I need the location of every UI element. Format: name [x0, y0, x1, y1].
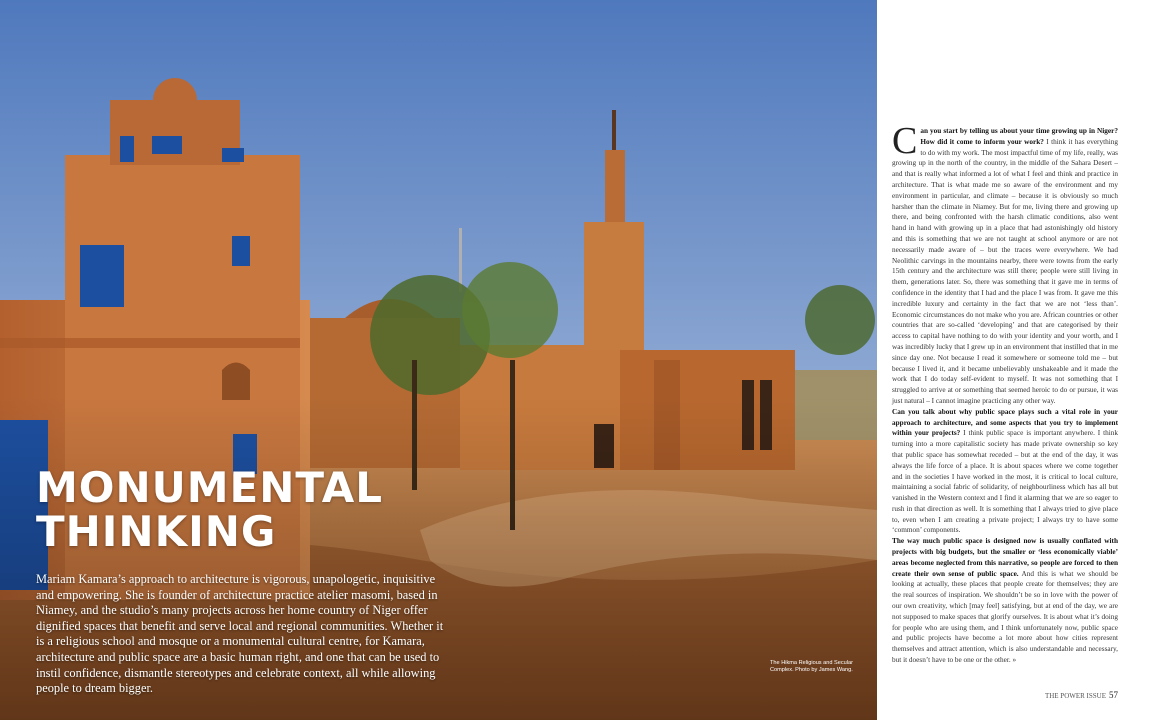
page-number: 57 — [1109, 690, 1118, 700]
headline-line-1: MONUMENTAL — [36, 463, 384, 512]
headline-line-2: THINKING — [36, 507, 277, 556]
question-2: Can you talk about why public space plays such a vital role in your approach to architecture, and some aspects that you try to implement within your projects? — [892, 407, 1118, 438]
question-1: an you start by telling us about your time growing up in Niger? How did it come to inform your work? — [920, 127, 1118, 146]
headline — [36, 463, 384, 556]
paragraph-3 — [892, 536, 1118, 666]
standfirst: Mariam Kamara’s approach to architecture is vigorous, unapologetic, inquisitive and empowering. She is founder of architecture practice atelier masomi, based in Niamey, and the studio’s many projects across her home country of Niger offer dignified spaces that benefit and serve local and regional communities. Whether it is a religious school and mosque or a monumental cultural centre, for Kamara, architecture and public space are a basic human right, and one that can be used to instil confidence, dismantle stereotypes and celebrate context, all while allowing people to dream bigger. — [36, 572, 444, 696]
paragraph-1 — [892, 120, 1118, 407]
drop-cap: C — [892, 120, 918, 162]
photo-caption: The Hikma Religious and Secular Complex. Photo by James Wang. — [770, 660, 854, 673]
paragraph-2 — [892, 407, 1118, 537]
answer-2: I think public space is important anywhere. I think turning into a more capitalistic society has made private ownership so key that public space has somewhat receded – but at the end of the day, it was always the life force of a place. It is about spaces where we come together and in the societies I have worked in the most, it is critical to local culture, maintaining a social fabric of solidarity, of neighbourliness which has all but vanished in the Western context and I find it alarming that we are so eager to rush in that direction as well. It is something that I always tried to give place to, even when I am creating a private project; I always try to have some ‘common’ components. — [892, 429, 1118, 535]
folio — [1045, 690, 1118, 700]
answer-3: And this is what we should be looking at actually, these places that people create for themselves; they are the real sources of inspiration. We shouldn’t be so in love with the power of our own creativity, which [may feel] satisfying, but at end of the day, we are not supposed to make spaces that glorify ourselves. It is about what it’s doing for people who are using them, and I think unfortunately now, public space and public projects have become a lot more about how cities represent themselves and attract attention, which is also understandable and necessary, but it doesn’t have to be one or the other. » — [892, 569, 1118, 665]
issue-name: THE POWER ISSUE — [1044, 692, 1106, 700]
answer-1: I think it has everything to do with my work. The most impactful time of my life, really, was growing up in the north of the country, in the middle of the Sahara Desert – and that is really what informed a lot of what I feel and think and practice in architecture. That is what made me so aware of the environment and my environment in particular, and climate – because it is obviously so much harsher than the climate in Niamey. But for me, living there and growing up there, and being confronted with the harsh climatic conditions, also went hand in hand with growing up in a place that had astonishingly old history and this is something that we are not taught at school anymore or are not necessarily made aware of – but the traces were everywhere. We had Neolithic carvings in the mountains nearby, there were towns from the early 15th century and the architecture was still there; people were still living in them, generations later. So, there was something that it gave me in terms of confidence in the identity that I had and the place I was from. It gave me this incredible luxury and certainty in the fact that we are not ‘less than’. Economic circumstances do not make who you are. African countries or other countries that are so-called ‘developing’ and that are categorised by their access to capital have nothing to do with your identity and your worth, and I was incredibly lucky that I grew up in an environment that instilled that in me since day one. Not because I read it somewhere or someone told me – but because I lived it, and it became unbelievably unshakeable and it made the work that I do today self-evident to myself. It was not something that I struggled to arrive at or something that seemed heroic to do or pursue, it was just natural – I cannot imagine practicing any other way. — [892, 137, 1118, 405]
article-body — [892, 120, 1118, 666]
question-3: The way much public space is designed now is usually conflated with projects with big budgets, but the smaller or ‘less economically viable’ areas become neglected from this narrative, so people are forced to then create their own sense of public space. — [892, 537, 1118, 578]
